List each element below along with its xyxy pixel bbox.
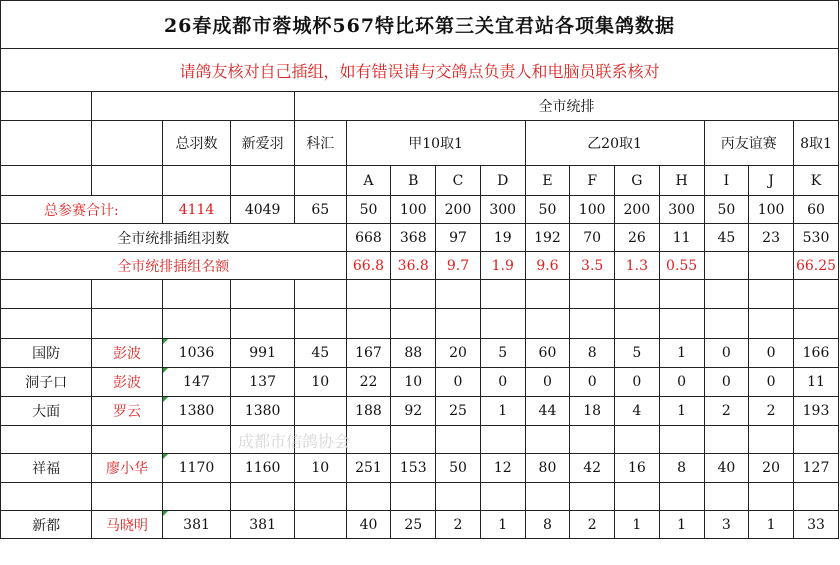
cell-empty: [525, 426, 570, 454]
summary-value: 300: [480, 196, 525, 224]
row-value: 166: [793, 339, 838, 368]
group-count-value: 26: [615, 224, 660, 252]
row-kehui: 45: [294, 339, 346, 368]
row-value: 40: [346, 511, 391, 539]
summary-value: 200: [436, 196, 481, 224]
cell-empty: [704, 280, 749, 309]
cell-empty: [659, 483, 704, 511]
group-count-label: 全市统排插组羽数: [1, 224, 347, 252]
letter-header: G: [615, 166, 660, 196]
cell-empty: [162, 426, 231, 454]
summary-value: 50: [704, 196, 749, 224]
cell-empty: [480, 483, 525, 511]
cell-empty: [92, 121, 163, 166]
row-value: 92: [391, 397, 436, 426]
row-total: 381: [162, 511, 231, 539]
cell-empty: [525, 483, 570, 511]
summary-value: 200: [615, 196, 660, 224]
group-quota-value: 66.25: [793, 252, 838, 280]
row-value: 4: [615, 397, 660, 426]
cell-empty: [1, 309, 92, 339]
row-value: 25: [391, 511, 436, 539]
summary-value: 100: [570, 196, 615, 224]
group-quota-value: 3.5: [570, 252, 615, 280]
row-new-love: 991: [231, 339, 295, 368]
row-value: 11: [793, 368, 838, 397]
cell-empty: [1, 121, 92, 166]
group-count-value: 530: [793, 224, 838, 252]
cell-empty: [704, 483, 749, 511]
cell-empty: [793, 483, 838, 511]
row-value: 44: [525, 397, 570, 426]
row-value: 1: [480, 511, 525, 539]
cell-empty: [436, 483, 481, 511]
cell-empty: [749, 426, 794, 454]
group-quota-value: 66.8: [346, 252, 391, 280]
row-value: 16: [615, 454, 660, 483]
person-name: 廖小华: [92, 454, 163, 483]
point-name: 新都: [1, 511, 92, 539]
group-quota-value: 36.8: [391, 252, 436, 280]
person-name: 彭波: [92, 339, 163, 368]
letter-header: H: [659, 166, 704, 196]
group-quota-value: 1.3: [615, 252, 660, 280]
header-new-love: 新爱羽: [231, 121, 295, 166]
table-row: [1, 339, 839, 368]
group-count-value: 668: [346, 224, 391, 252]
row-kehui: [294, 397, 346, 426]
row-value: 1: [749, 511, 794, 539]
row-value: 193: [793, 397, 838, 426]
cell-empty: [615, 309, 660, 339]
letter-header: E: [525, 166, 570, 196]
row-kehui: [294, 511, 346, 539]
cell-empty: [294, 280, 346, 309]
cell-empty: [346, 483, 391, 511]
group-quota-value: 9.6: [525, 252, 570, 280]
row-value: 0: [749, 368, 794, 397]
point-name: 祥福: [1, 454, 92, 483]
row-value: 25: [436, 397, 481, 426]
cell-empty: [749, 309, 794, 339]
group-header: 全市统排: [294, 92, 838, 121]
row-value: 22: [346, 368, 391, 397]
page-title: 26春成都市蓉城杯567特比环第三关宜君站各项集鸽数据: [1, 1, 839, 49]
cell-empty: [231, 166, 295, 196]
cell-empty: [704, 309, 749, 339]
group-count-value: 368: [391, 224, 436, 252]
cell-empty: [659, 309, 704, 339]
group-quota-value: 1.9: [480, 252, 525, 280]
row-new-love: 381: [231, 511, 295, 539]
cell-empty: [294, 309, 346, 339]
row-kehui: 10: [294, 368, 346, 397]
cell-empty: [346, 426, 391, 454]
letter-header: I: [704, 166, 749, 196]
group-count-value: 45: [704, 224, 749, 252]
row-value: 251: [346, 454, 391, 483]
table-row: [1, 511, 839, 539]
table-row: [1, 368, 839, 397]
row-value: 0: [659, 368, 704, 397]
row-value: 1: [615, 511, 660, 539]
cell-empty: [704, 426, 749, 454]
cell-empty: [793, 426, 838, 454]
row-kehui: 10: [294, 454, 346, 483]
cell-empty: [570, 483, 615, 511]
header-eight: 8取1: [793, 121, 838, 166]
letter-header: F: [570, 166, 615, 196]
cell-empty: [346, 309, 391, 339]
row-value: 12: [480, 454, 525, 483]
cell-empty: [92, 280, 163, 309]
cell-empty: [570, 280, 615, 309]
summary-value: 100: [391, 196, 436, 224]
row-value: 10: [391, 368, 436, 397]
row-value: 2: [704, 397, 749, 426]
cell-empty: [525, 309, 570, 339]
letter-header: C: [436, 166, 481, 196]
cell-empty: [480, 309, 525, 339]
cell-empty: [231, 426, 295, 454]
row-value: 153: [391, 454, 436, 483]
cell-empty: [92, 166, 163, 196]
cell-empty: [391, 483, 436, 511]
cell-empty: [480, 426, 525, 454]
row-value: 0: [480, 368, 525, 397]
point-name: 洞子口: [1, 368, 92, 397]
summary-value: 60: [793, 196, 838, 224]
row-value: 0: [704, 368, 749, 397]
table-row: [1, 454, 839, 483]
row-total: 1036: [162, 339, 231, 368]
watermark-text: 成都市信鸽协会: [238, 432, 351, 451]
cell-empty: [294, 483, 346, 511]
cell-empty: [436, 309, 481, 339]
summary-value: 50: [346, 196, 391, 224]
cell-empty: [615, 483, 660, 511]
header-bing: 丙友谊赛: [704, 121, 793, 166]
group-quota-value: [704, 252, 749, 280]
cell-empty: [659, 426, 704, 454]
point-name: 大面: [1, 397, 92, 426]
row-value: 188: [346, 397, 391, 426]
row-value: 33: [793, 511, 838, 539]
summary-total: 4114: [162, 196, 231, 224]
row-value: 0: [525, 368, 570, 397]
cell-empty: [231, 280, 295, 309]
person-name: 罗云: [92, 397, 163, 426]
cell-empty: [1, 92, 92, 121]
summary-kehui: 65: [294, 196, 346, 224]
row-value: 2: [570, 511, 615, 539]
row-new-love: 1160: [231, 454, 295, 483]
cell-empty: [615, 280, 660, 309]
cell-empty: [231, 483, 295, 511]
summary-value: 100: [749, 196, 794, 224]
cell-empty: [749, 280, 794, 309]
cell-empty: [659, 280, 704, 309]
blank-row: [1, 483, 839, 511]
cell-empty: [1, 483, 92, 511]
summary-value: 50: [525, 196, 570, 224]
cell-empty: [570, 426, 615, 454]
row-value: 3: [704, 511, 749, 539]
cell-empty: [525, 280, 570, 309]
row-value: 18: [570, 397, 615, 426]
row-value: 0: [436, 368, 481, 397]
header-total: 总羽数: [162, 121, 231, 166]
row-value: 20: [749, 454, 794, 483]
cell-empty: [162, 280, 231, 309]
row-value: 0: [704, 339, 749, 368]
row-total: 147: [162, 368, 231, 397]
group-quota-value: 9.7: [436, 252, 481, 280]
group-count-value: 19: [480, 224, 525, 252]
header-yi: 乙20取1: [525, 121, 704, 166]
letter-header: K: [793, 166, 838, 196]
notice-banner: 请鸽友核对自己插组，如有错误请与交鸽点负责人和电脑员联系核对: [1, 49, 839, 92]
group-count-value: 97: [436, 224, 481, 252]
row-value: 1: [480, 397, 525, 426]
cell-empty: [436, 426, 481, 454]
cell-empty: [480, 280, 525, 309]
letter-header: A: [346, 166, 391, 196]
cell-empty: [391, 426, 436, 454]
person-name: 马晓明: [92, 511, 163, 539]
row-value: 60: [525, 339, 570, 368]
row-value: 5: [615, 339, 660, 368]
cell-empty: [92, 426, 163, 454]
cell-empty: [436, 280, 481, 309]
row-value: 42: [570, 454, 615, 483]
row-value: 20: [436, 339, 481, 368]
row-value: 1: [659, 511, 704, 539]
summary-new-love: 4049: [231, 196, 295, 224]
cell-empty: [231, 309, 295, 339]
cell-empty: [391, 309, 436, 339]
row-total: 1380: [162, 397, 231, 426]
group-quota-label: 全市统排插组名额: [1, 252, 347, 280]
cell-empty: [1, 166, 92, 196]
summary-value: 300: [659, 196, 704, 224]
row-value: 8: [525, 511, 570, 539]
row-value: 40: [704, 454, 749, 483]
row-value: 5: [480, 339, 525, 368]
row-value: 2: [436, 511, 481, 539]
cell-empty: [92, 309, 163, 339]
cell-empty: [346, 280, 391, 309]
group-count-value: 192: [525, 224, 570, 252]
row-new-love: 1380: [231, 397, 295, 426]
cell-empty: [793, 309, 838, 339]
letter-header: D: [480, 166, 525, 196]
cell-empty: [1, 426, 92, 454]
row-new-love: 137: [231, 368, 295, 397]
cell-empty: [391, 280, 436, 309]
cell-empty: [92, 483, 163, 511]
group-quota-value: [749, 252, 794, 280]
row-value: 1: [659, 397, 704, 426]
point-name: 国防: [1, 339, 92, 368]
group-count-value: 23: [749, 224, 794, 252]
row-value: 8: [659, 454, 704, 483]
row-value: 127: [793, 454, 838, 483]
row-value: 0: [749, 339, 794, 368]
table-row: [1, 397, 839, 426]
row-value: 167: [346, 339, 391, 368]
letter-header: B: [391, 166, 436, 196]
row-total: 1170: [162, 454, 231, 483]
row-value: 0: [615, 368, 660, 397]
cell-empty: [92, 92, 295, 121]
header-jia: 甲10取1: [346, 121, 525, 166]
cell-empty: [294, 426, 346, 454]
cell-empty: [162, 309, 231, 339]
row-value: 8: [570, 339, 615, 368]
group-quota-value: 0.55: [659, 252, 704, 280]
row-value: 0: [570, 368, 615, 397]
cell-empty: [294, 166, 346, 196]
blank-row: [1, 426, 839, 454]
row-value: 80: [525, 454, 570, 483]
cell-empty: [615, 426, 660, 454]
cell-empty: [1, 280, 92, 309]
person-name: 彭波: [92, 368, 163, 397]
header-kehui: 科汇: [294, 121, 346, 166]
cell-empty: [162, 483, 231, 511]
cell-empty: [570, 309, 615, 339]
summary-label: 总参赛合计:: [1, 196, 163, 224]
cell-empty: [749, 483, 794, 511]
group-count-value: 11: [659, 224, 704, 252]
row-value: 88: [391, 339, 436, 368]
cell-empty: [162, 166, 231, 196]
letter-header: J: [749, 166, 794, 196]
cell-empty: [793, 280, 838, 309]
row-value: 1: [659, 339, 704, 368]
group-count-value: 70: [570, 224, 615, 252]
row-value: 2: [749, 397, 794, 426]
row-value: 50: [436, 454, 481, 483]
